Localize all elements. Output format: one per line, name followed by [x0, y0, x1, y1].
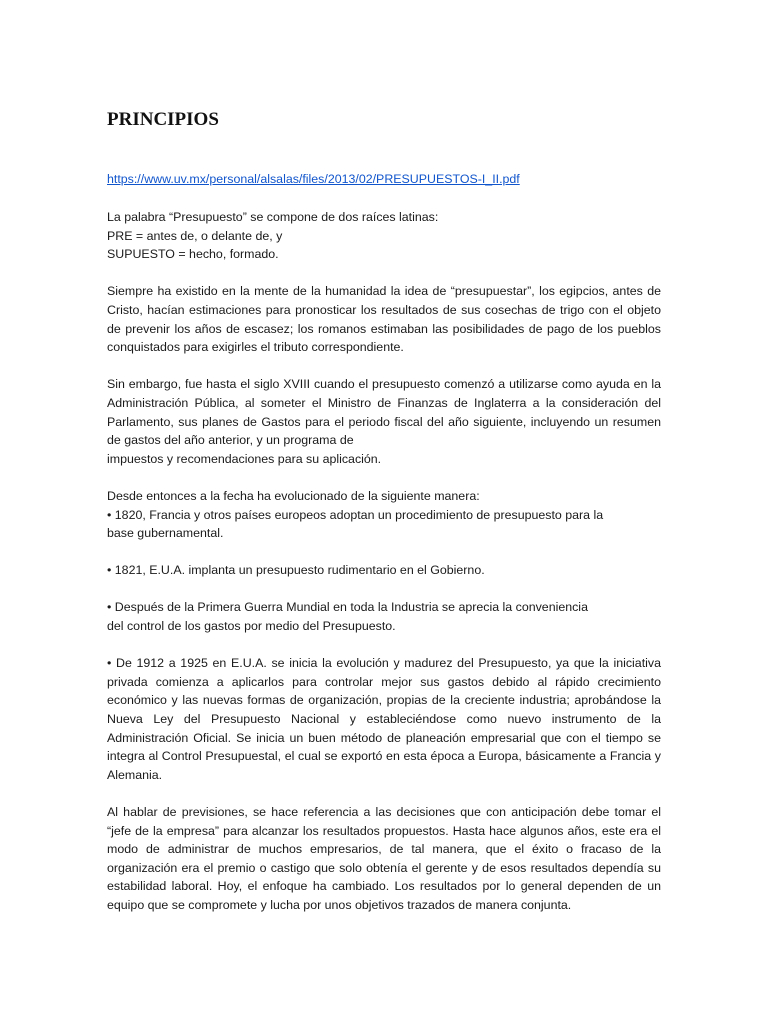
intro-paragraph [107, 208, 661, 264]
document-title: PRINCIPIOS [107, 109, 219, 130]
source-link[interactable]: https://www.uv.mx/personal/alsalas/files/2013/02/PRESUPUESTOS-I_II.pdf [107, 172, 520, 186]
list-item-ww1 [107, 598, 661, 635]
evolution-intro: Desde entonces a la fecha ha evolucionado de la siguiente manera: [107, 488, 480, 503]
list-item-1821 [107, 561, 661, 580]
intro-line: SUPUESTO = hecho, formado. [107, 247, 279, 262]
list-item-1912: • De 1912 a 1925 en E.U.A. se inicia la evolución y madurez del Presupuesto, ya que la iniciativa privada comienza a aplicarlos para controlar mejor sus gastos debido al rápido crecimiento económico y las nuevas formas de organización, propias de la creciente industria; aprobándose la Nueva Ley del Presupuesto Nacional y estableciéndose como nuevo instrumento de la Administración Oficial. Se inicia un buen método de planeación empresarial que con el tiempo se integra al Control Presupuestal, el cual se exportó en esta época a Europa, básicamente a Francia y Alemania. [107, 656, 661, 782]
paragraph-xviii-body: Sin embargo, fue hasta el siglo XVIII cuando el presupuesto comenzó a utilizarse como ayuda en la Administración Pública, al someter el Ministro de Finanzas de Inglaterra a la consideración del Parlamento, sus planes de Gastos para el periodo fiscal del año siguiente, incluyendo un resumen de gastos del año anterior, y un programa de [107, 377, 661, 448]
document-body [107, 208, 661, 915]
paragraph-xviii-last: impuestos y recomendaciones para su aplicación. [107, 451, 382, 466]
intro-line: La palabra “Presupuesto” se compone de dos raíces latinas: [107, 210, 439, 224]
list-item-continued: del control de los gastos por medio del Presupuesto. [107, 619, 396, 634]
list-item: • 1820, Francia y otros países europeos adoptan un procedimiento de presupuesto para la [107, 507, 604, 522]
intro-line: PRE = antes de, o delante de, y [107, 228, 283, 243]
paragraph-history: Siempre ha existido en la mente de la humanidad la idea de “presupuestar”, los egipcios, antes de Cristo, hacían estimaciones para pronosticar los resultados de sus cosechas de trigo con el objeto de prevenir los años de escasez; los romanos estimaban las posibilidades de pago de los pueblos conquistados para exigirles el tributo correspondiente. [107, 284, 661, 355]
list-item: • Después de la Primera Guerra Mundial en toda la Industria se aprecia la conveniencia [107, 600, 588, 615]
list-item: • 1821, E.U.A. implanta un presupuesto rudimentario en el Gobierno. [107, 563, 485, 578]
paragraph-xviii [107, 375, 661, 468]
paragraph-previsiones: Al hablar de previsiones, se hace referencia a las decisiones que con anticipación debe tomar el “jefe de la empresa” para alcanzar los resultados propuestos. Hasta hace algunos años, este era el modo de administrar de muchos empresarios, de tal manera, que el éxito o fracaso de la organización era el premio o castigo que solo obtenía el gerente y de esos resultados dependía su estabilidad laboral. Hoy, el enfoque ha cambiado. Los resultados por lo general dependen de un equipo que se compromete y lucha por unos objetivos trazados de manera conjunta. [107, 805, 661, 912]
list-item-continued: base gubernamental. [107, 526, 224, 541]
evolution-list [107, 487, 661, 543]
